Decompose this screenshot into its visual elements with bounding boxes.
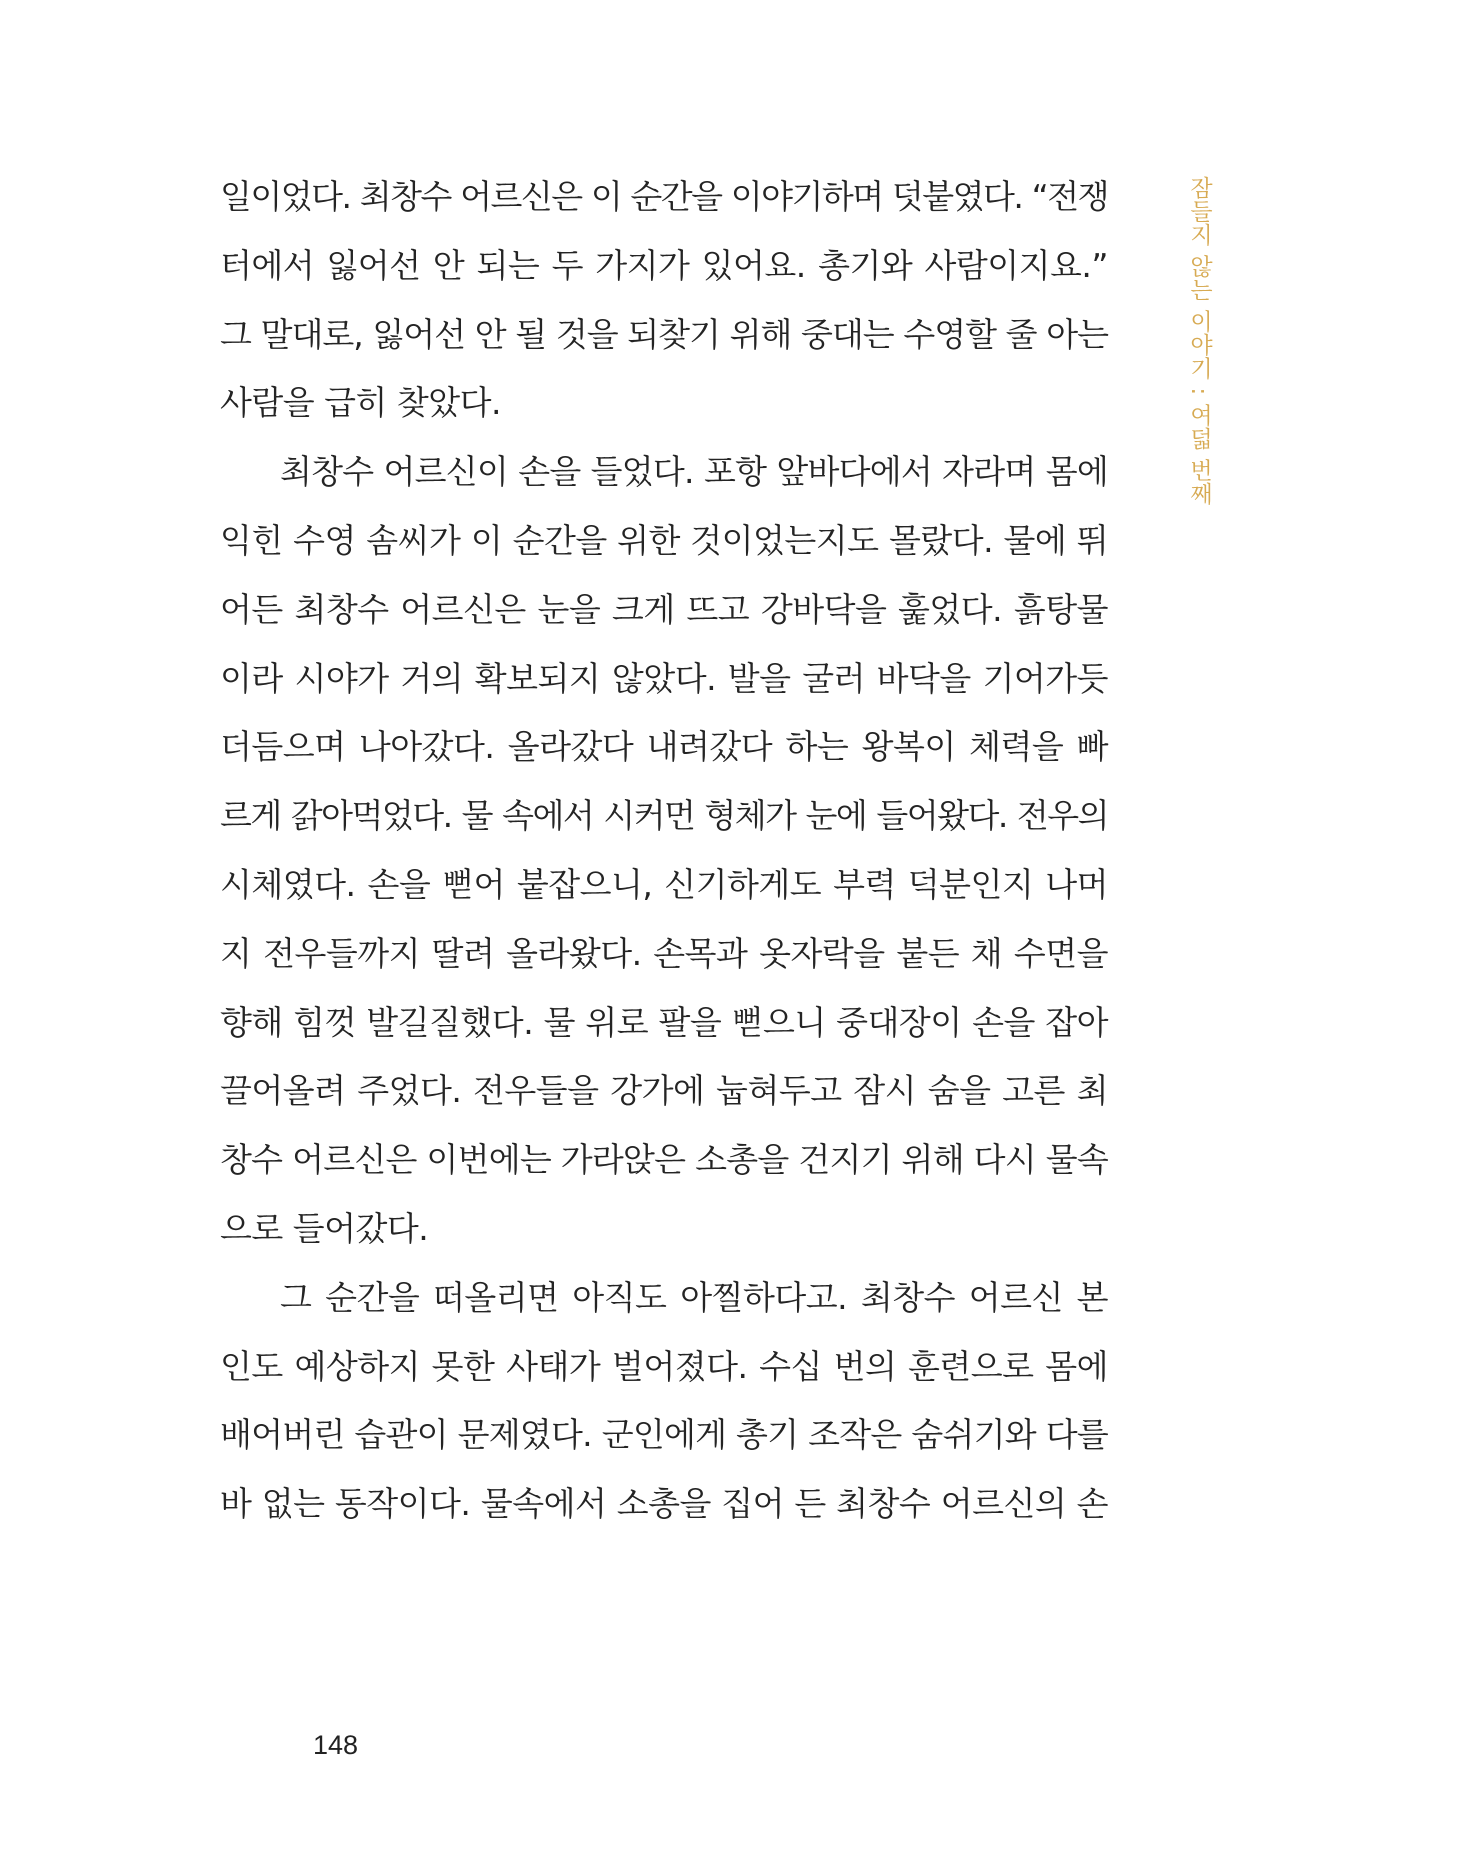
text-line: 으로 들어갔다. xyxy=(220,1208,429,1248)
text-line: 바 없는 동작이다. 물속에서 소총을 집어 든 최창수 어르신의 손 xyxy=(220,1484,1108,1524)
text-line: 지 전우들까지 딸려 올라왔다. 손목과 옷자락을 붙든 채 수면을 xyxy=(220,933,1108,973)
text-line: 일이었다. 최창수 어르신은 이 순간을 이야기하며 덧붙였다. “전쟁 xyxy=(220,177,1108,216)
text-line: 사람을 급히 찾았다. xyxy=(220,383,501,423)
text-line: 그 말대로, 잃어선 안 될 것을 되찾기 위해 중대는 수영할 줄 아는 xyxy=(220,314,1108,354)
text-line: 배어버린 습관이 문제였다. 군인에게 총기 조작은 숨쉬기와 다를 xyxy=(220,1415,1108,1455)
text-line: 그 순간을 떠올리면 아직도 아찔하다고. 최창수 어르신 본 xyxy=(280,1277,1108,1317)
page-number: 148 xyxy=(313,1730,359,1760)
running-head: 잠들지 않는 이야기 : 여덟 번째 xyxy=(1186,176,1212,506)
text-line: 어든 최창수 어르신은 눈을 크게 뜨고 강바닥을 훑었다. 흙탕물 xyxy=(220,589,1108,629)
text-line: 더듬으며 나아갔다. 올라갔다 내려갔다 하는 왕복이 체력을 빠 xyxy=(220,727,1108,767)
text-line: 르게 갉아먹었다. 물 속에서 시커먼 형체가 눈에 들어왔다. 전우의 xyxy=(220,796,1108,836)
text-line: 시체였다. 손을 뻗어 붙잡으니, 신기하게도 부력 덕분인지 나머 xyxy=(220,864,1108,904)
text-line: 창수 어르신은 이번에는 가라앉은 소총을 건지기 위해 다시 물속 xyxy=(220,1140,1108,1180)
text-line: 향해 힘껏 발길질했다. 물 위로 팔을 뻗으니 중대장이 손을 잡아 xyxy=(220,1002,1108,1042)
text-line: 최창수 어르신이 손을 들었다. 포항 앞바다에서 자라며 몸에 xyxy=(280,452,1108,492)
body-text xyxy=(220,163,1108,1539)
text-line: 익힌 수영 솜씨가 이 순간을 위한 것이었는지도 몰랐다. 물에 뛰 xyxy=(220,520,1108,560)
text-line: 끌어올려 주었다. 전우들을 강가에 눕혀두고 잠시 숨을 고른 최 xyxy=(220,1071,1108,1111)
text-line: 이라 시야가 거의 확보되지 않았다. 발을 굴러 바닥을 기어가듯 xyxy=(220,658,1108,698)
text-line: 인도 예상하지 못한 사태가 벌어졌다. 수십 번의 훈련으로 몸에 xyxy=(220,1346,1108,1386)
text-line: 터에서 잃어선 안 되는 두 가지가 있어요. 총기와 사람이지요.” xyxy=(220,245,1108,285)
